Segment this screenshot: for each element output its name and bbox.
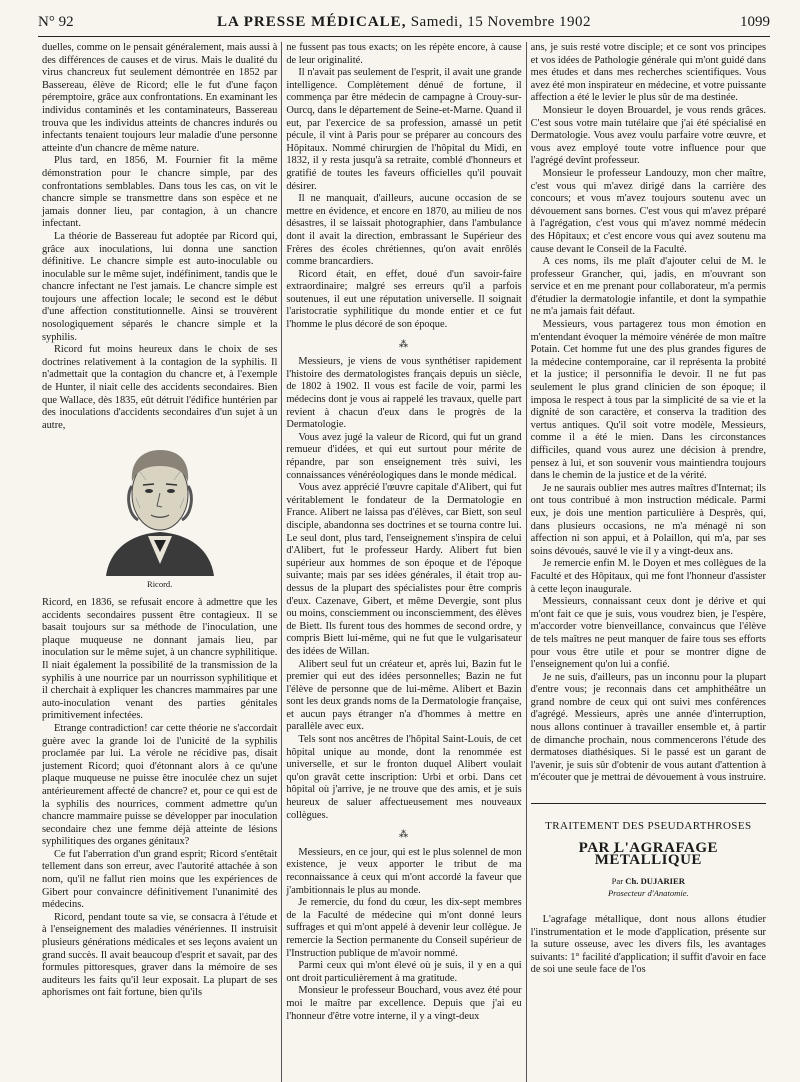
portrait-caption: Ricord. <box>147 579 173 590</box>
article-byline <box>531 875 766 888</box>
paragraph: Je remercie, du fond du cœur, les dix-sept membres de la Faculté de médecine qui m'ont donné leurs suffrages et qui m'ont appelé à devenir leur collègue. Je remercie la Section permanente du Conseil supérieur de l'Instruction publique de m'avoir nommé. <box>286 897 522 959</box>
paragraph: Ricord était, en effet, doué d'un savoir-faire extraordinaire; malgré ses erreurs qu'il a parfois soutenues, il eut une réputation universelle. Il soignait l'aristocratie syphilitique du monde entier et ce fut l'homme le plus décoré de son époque. <box>286 268 522 331</box>
paragraph: L'agrafage métallique, dont nous allons étudier l'instrumentation et le mode d'application, présente sur la suture osseuse, avec les divers fils, les avantages suivants: 1° facilité d'application; il suffit d'avoir en face de soi une seule face de l'os <box>530 914 766 976</box>
issue-date: Samedi, 15 Novembre 1902 <box>410 14 592 30</box>
journal-header <box>217 14 591 31</box>
paragraph: Messieurs, vous partagerez tous mon émotion en m'entendant évoquer la mémoire vénérée de mon maître Potain. Cet homme fut une des plus grandes figures de la médecine contemporaine, car il représenta la probité et la justice; il personnifia le devoir. Il ne fut pas seulement le plus grand clinicien de son époque; il imposa le respect à tous par la simplicité de sa vie et la dignité de son caractère, et conserva la tradition des vertus antiques. Qu'il soit votre modèle, Messieurs, comme il a été le mien. Dans les circonstances difficiles, quand vous aurez une décision à prendre, pensez à lui, et son souvenir vous maintiendra toujours dans le chemin de la justice et de la vérité. <box>530 319 766 482</box>
article-title-line1: TRAITEMENT DES PSEUDARTHROSES <box>545 820 752 833</box>
paragraph: Ce fut l'aberration d'un grand esprit; Ricord s'entêtait tellement dans son erreur, avec l'autorité attachée à son nom, qu'il ne fallut rien moins que les expériences de Gibert pour convaincre définitivement l'unanimité des médecins. <box>42 848 278 911</box>
paragraph: Vous avez jugé la valeur de Ricord, qui fut un grand remueur d'idées, et qui eut surtout pour mérite de répandre, par son enseignement très suivi, les connaissances vénéréologiques dans le monde médical. <box>286 431 522 481</box>
section-separator-asterism: ⁂ <box>398 829 409 840</box>
article-title-line2: PAR L'AGRAFAGE MÉTALLIQUE <box>578 839 718 869</box>
paragraph: Tels sont nos ancêtres de l'hôpital Saint-Louis, de cet hôpital unique au monde, dont la renommée est universelle, et sur le fronton duquel Alibert voulait qu'on gravât cette inscription: Urbi et orbi. Dans cet hôpital où j'arrive, je ne trouve que des amis, et je suis heureux de saluer affectueusement mes nouveaux collègues. <box>286 734 522 821</box>
journal-title: LA PRESSE MÉDICALE, <box>216 14 407 30</box>
paragraph: La théorie de Bassereau fut adoptée par Ricord qui, grâce aux inoculations, lui donna une sanction définitive. Le chancre simple est auto-inoculable ou inoculable sur le même sujet, indéfiniment, tandis que le chancre infectant ne l'est jamais. Le chancre simple est toujours une affection locale; le second est le début d'une affection constitutionnelle. Ainsi se trouvèrent nosologiquement séparés le chancre simple et la syphilis. <box>42 230 278 343</box>
paragraph: Etrange contradiction! car cette théorie ne s'accordait guère avec la grande loi de l'unicité de la syphilis proclamée par lui. La vérole ne récidive pas, disait justement Ricord; quoi d'étonnant alors à ce qu'une plaque muqueuse ne puisse être inoculée chez un sujet antérieurement affecté de chancre? et, pour ce qui est de la syphilis des nourrices, comment admettre qu'un chancre mammaire puisse se développer par inoculation secondaire chez une femme déjà atteinte de lésions syphilitiques des organes génitaux? <box>42 722 278 848</box>
paragraph: Alibert seul fut un créateur et, après lui, Bazin fut le premier qui eut des idées personnelles; Bazin ne fut l'élève de personne que de lui-même. Alibert et Bazin sont les deux grands noms de la Dermatologie française, et aucun pays étranger n'a d'hommes à mettre en parallèle avec eux. <box>286 658 522 733</box>
paragraph: Ricord, pendant toute sa vie, se consacra à l'étude et à l'enseignement des maladies vénériennes. Il instruisit plusieurs générations médicales et ses leçons avaient un grand succès. Il avait beaucoup d'esprit et savait, par des formules pittoresques, graver dans la mémoire de ses auditeurs les faits qu'il leur exposait. La plupart de ses aphorismes ont fait fortune, bien qu'ils <box>42 911 278 999</box>
paragraph: Je remercie enfin M. le Doyen et mes collègues de la Faculté et des Hôpitaux, qui me font l'honneur d'assister à cette leçon inaugurale. <box>530 558 766 595</box>
column-1 <box>38 42 281 1082</box>
paragraph: Vous avez apprécié l'œuvre capitale d'Alibert, qui fut véritablement le fondateur de la Dermatologie en France. Alibert ne laissa pas d'élèves, car Biett, son seul disciple, abandonna ses doctrines et se tourna contre lui. Le seul dont, plus tard, l'enseignement s'inspira de celui d'Alibert, fut le professeur Hardy. Alibert fut bien supérieur aux hommes de son époque et de l'époque suivante; mais par ses idées générales, il était trop au-dessus de la plupart des spécialistes pour être compris d'eux. Cazenave, Gibert, et même Devergie, sont plus ou moins, consciemment ou inconsciemment, des élèves de Biett. Ils furent tous des hommes de second ordre, y compris Biett lui-même, qui ne fut que le vulgarisateur des idées de Willan. <box>286 482 522 657</box>
issue-number: N° 92 <box>38 14 74 30</box>
paragraph: ans, je suis resté votre disciple; et ce sont vos principes et vos idées de Pathologie générale qui m'ont guidé dans mes études et dans mes recherches scientifiques. Vous avez été mon inspirateur en médecine, et votre puissante affection a été le levier le plus sûr de ma destinée. <box>530 42 766 104</box>
paragraph: Monsieur le professeur Bouchard, vous avez été pour moi le maître par excellence. Depuis que j'ai eu l'honneur d'être votre interne, il y a vingt-deux <box>286 985 522 1022</box>
running-header <box>38 14 770 37</box>
column-2 <box>281 42 525 1082</box>
paragraph: Messieurs, connaissant ceux dont je dérive et qui m'ont fait ce que je suis, vous voudrez bien, je l'espère, m'accorder votre bienveillance, convaincus que l'élève de tels maîtres ne peut manquer de faire tous ses efforts pour vous être utile et pour se montrer digne de l'enseignement qu'on lui a confié. <box>530 596 766 671</box>
article-block <box>531 803 766 977</box>
text-columns <box>38 42 770 1082</box>
paragraph: Messieurs, je viens de vous synthétiser rapidement l'histoire des dermatologistes français depuis un siècle, de 1802 à 1902. Il vous est facile de voir, parmi les médecins dont je vous ai rappelé les travaux, quelle part revient à chacun d'eux dans le progrès de la Dermatologie. <box>286 356 522 431</box>
paragraph: Ricord, en 1836, se refusait encore à admettre que les accidents secondaires pussent être contagieux. Il se basait toujours sur sa méthode de l'inoculation, une plaque muqueuse ne donnant jamais lieu, par inoculation sur le même sujet, à un chancre syphilitique. Il niait également la possibilité de la transmission de la syphilis à une nourrice par un nourrisson syphilitique et il cherchait à expliquer les chancres mammaires par une auto-inoculation venant des parties génitales primitivement infectées. <box>42 597 278 722</box>
paragraph: ne fussent pas tous exacts; on les répète encore, à cause de leur originalité. <box>286 42 522 66</box>
section-separator-asterism: ⁂ <box>398 338 409 349</box>
author-role: Prosecteur d'Anatomie. <box>607 888 689 899</box>
paragraph: Monsieur le doyen Brouardel, je vous rends grâces. C'est sous votre main tutélaire que j'ai été spécialisé en Dermatologie. Vous avez voulu parfaire votre œuvre, et vous avez employé toute votre influence pour que l'agrégé devînt professeur. <box>530 104 766 167</box>
paragraph: Plus tard, en 1856, M. Fournier fit la même démonstration pour le chancre simple, par des confrontations semblables. Dans tous les cas, on vit le chancre simple se transmettre dans son espèce et ne jamais donner lieu, par contagion, à un chancre infectant. <box>42 155 278 230</box>
paragraph: A ces noms, ils me plaît d'ajouter celui de M. le professeur Grancher, qui, jadis, en m'ouvrant son service et en me prenant pour collaborateur, m'a permis d'étudier la dermatologie infantile, et dont la sympathie ne m'a jamais fait défaut. <box>530 256 766 318</box>
column-3 <box>526 42 770 1082</box>
paragraph: Je ne saurais oublier mes autres maîtres d'Internat; ils ont tous contribué à mon instruction médicale. Parmi eux, je dois une mention particulière à Desprès, qui, dans plusieurs occasions, ne m'a ménagé ni son affection ni son appui, et à Polaillon, qui m'a, par ses soins dévoués, sauvé le vie il y a vingt-deux ans. <box>530 482 766 557</box>
paragraph: Je ne suis, d'ailleurs, pas un inconnu pour la plupart d'entre vous; je reconnais dans cet amphithéâtre un grand nombre de ceux qui ont suivi mes conférences d'agrégé. Messieurs, après une année d'interruption, nous allons continuer à travailler ensemble et, à partir de dimanche prochain, nous commencerons l'étude des dermatoses diathésiques. Si le passé est un garant de l'avenir, je suis sûr d'obtenir de vous autant d'attention à m'écouter que je mettrai de dévouement à vous instruire. <box>530 671 766 784</box>
paragraph: duelles, comme on le pensait généralement, mais aussi à des différences de causes et de virus. Mais le dualité du virus chancreux fut seulement démontrée en 1852 par Bassereau, élève de Ricord; elle le fut d'une façon péremptoire, grâce aux confrontations. En examinant les individus contaminés et les contaminateurs, Bassereau trouva que les individus atteints de chancres indurés ou infectants tenaient toujours leur maladie d'une personne atteinte d'un chancre de même nature. <box>42 42 278 154</box>
paragraph: Monsieur le professeur Landouzy, mon cher maître, c'est vous qui m'avez dirigé dans la carrière des concours; et vous m'avez toujours soutenu avec un dévouement sans bornes. C'est vous qui m'avez préparé à l'agrégation, c'est vous qui m'avez nommé médecin des Hôpitaux; et c'est encore vous qui avez soutenu ma cause devant le Conseil de la Faculté. <box>530 167 766 255</box>
byline-prefix: Par <box>611 875 624 886</box>
paragraph: Il ne manquait, d'ailleurs, aucune occasion de se mettre en évidence, et encore en 1870, au milieu de nos désastres, il se laissait photographier, dans l'ambulance dont il avait la direction, embrassant le Supérieur des Frères des écoles chrétiennes, qu'on avait enrôlés comme brancardiers. <box>286 193 522 268</box>
article-author: Ch. DUJARIER <box>625 875 685 886</box>
paragraph: Parmi ceux qui m'ont élevé où je suis, il y en a qui ont droit particulièrement à ma gratitude. <box>286 960 522 984</box>
paragraph: Ricord fut moins heureux dans le choix de ses doctrines relativement à la contagion de la syphilis. Il n'admettait que la contagion du chancre et, à l'exemple de Hunter, il niait celle des accidents secondaires. Bien que Wallace, dès 1835, eût détruit l'édifice huntérien par des inoculations d'accidents secondaires d'un sujet à un autre, <box>42 344 278 431</box>
paragraph: Il n'avait pas seulement de l'esprit, il avait une grande intelligence. Complètement dénué de fortune, il commença par être médecin de campagne à Crouy-sur-Ourcq, dans le département de Seine-et-Marne. Quand il eut, par l'exercice de sa profession, amassé un petit pécule, il vint à Paris pour se préparer au concours des Hôpitaux. Nommé chirurgien de l'hôpital du Midi, en 1832, il y resta jusqu'à sa retraite, comblé d'honneurs et gratifié de toutes les faveurs officielles qu'il pouvait désirer. <box>286 67 522 192</box>
paragraph: Messieurs, en ce jour, qui est le plus solennel de mon existence, je veux apporter le tribut de ma reconnaissance à ceux qui m'ont accordé la faveur que j'ambitionnais le plus au monde. <box>286 846 522 896</box>
ricord-portrait-engraving <box>96 436 224 576</box>
page-number: 1099 <box>740 14 770 30</box>
